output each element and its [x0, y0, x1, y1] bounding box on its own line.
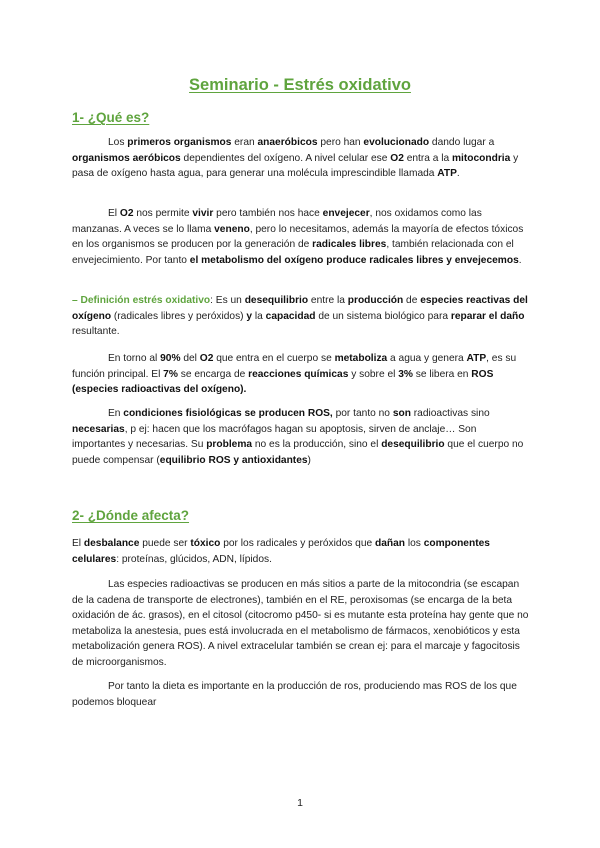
paragraph-condiciones: En condiciones fisiológicas se producen ROS, por tanto no son radioactivas sino necesarias, p ej: hacen que los macrófagos hagan su apoptosis, sirven de anclaje… Son importantes y necesarias. Su problema no es la producción, sino el desequilibrio que el cuerpo no puede compensar (equilibrio ROS y antioxidantes): [72, 408, 524, 466]
paragraph-definicion: – Definición estrés oxidativo: Es un desequilibrio entre la producción de especies reactivas del oxígeno (radicales libres y peróxidos) y la capacidad de un sistema biológico para reparar el daño resultante.: [72, 295, 528, 338]
paragraph-porcentajes: En torno al 90% del O2 que entra en el cuerpo se metaboliza a agua y genera ATP, es su función principal. El 7% se encarga de reacciones químicas y sobre el 3% se libera en ROS (especies radioactivas del oxígeno).: [72, 353, 517, 396]
definition-label: – Definición estrés oxidativo: [72, 295, 211, 306]
paragraph-o2-vivir: El O2 nos permite vivir pero también nos hace envejecer, nos oxidamos como las manzanas. A veces se lo llama veneno, pero lo necesitamos, además la mayoría de efectos tóxicos en los organismos se producen por la generación de radicales libres, también relacionada con el envejecimiento. Por tanto el metabolismo del oxígeno produce radicales libres y envejecemos.: [72, 208, 524, 266]
paragraph-organismos: Los primeros organismos eran anaeróbicos pero han evolucionado dando lugar a organismos aeróbicos dependientes del oxígeno. A nivel celular ese O2 entra a la mitocondria y pasa de oxígeno hasta agua, para generar una molécula imprescindible llamada ATP.: [72, 137, 519, 180]
section-heading-que-es: 1- ¿Qué es?: [72, 110, 150, 125]
paragraph-especies-radioactivas: Las especies radioactivas se producen en más sitios a parte de la mitocondria (se escapan de la cadena de transporte de electrones), también en el RE, peroxisomas (se encarga de la beta oxidación de ác. grasos), en el citosol (citocromo p450- si es mutante esta proteína hay gente que no metaboliza la anestesia, pues está involucrada en el metabolismo de fármacos, xenobióticos y esta metabolización genera ROS). A nivel extracelular también se crean ej: para el marcaje y fagocitosis de microorganismos.: [72, 579, 529, 668]
paragraph-dieta: Por tanto la dieta es importante en la producción de ros, produciendo mas ROS de los que podemos bloquear: [72, 681, 517, 708]
page-title: Seminario - Estrés oxidativo: [189, 76, 411, 94]
paragraph-desbalance: El desbalance puede ser tóxico por los radicales y peróxidos que dañan los componentes celulares: proteínas, glúcidos, ADN, lípidos.: [72, 538, 490, 565]
section-heading-donde-afecta: 2- ¿Dónde afecta?: [72, 508, 190, 523]
page-number: 1: [297, 797, 303, 809]
